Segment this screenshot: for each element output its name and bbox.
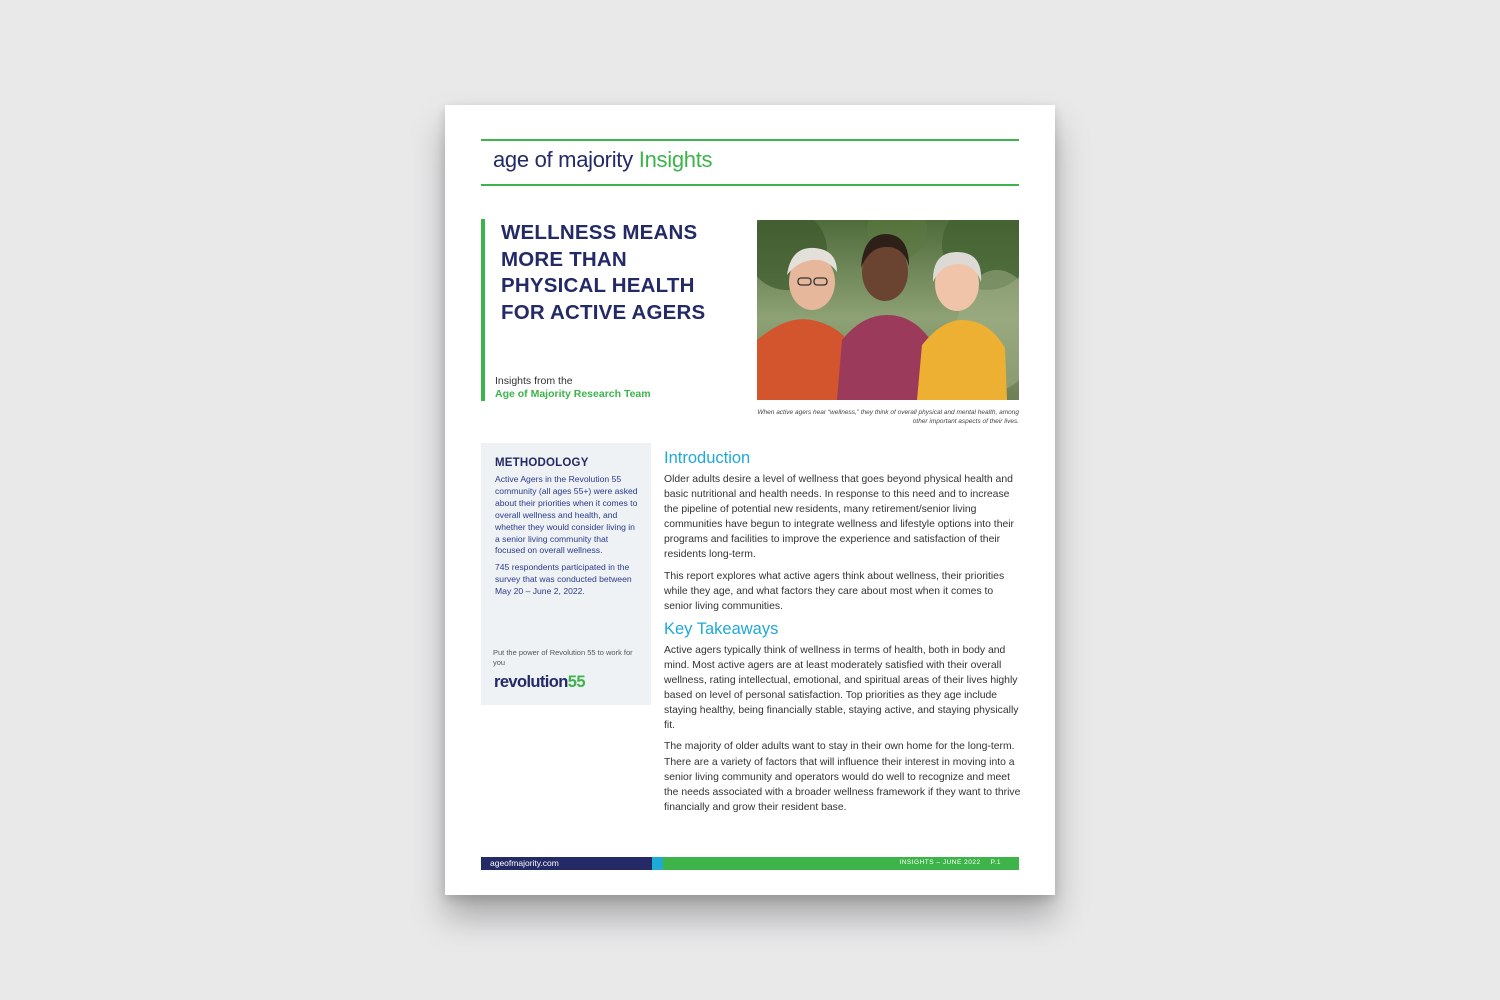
methodology-heading: METHODOLOGY [495,457,589,469]
revolution-logo-text: revolution [494,673,568,691]
brand-suffix: Insights [638,147,713,172]
header-rule-bottom [481,184,1019,186]
revolution55-logo[interactable] [494,673,585,692]
brand-name: age of majority [493,147,633,172]
takeaways-paragraph: The majority of older adults want to stay in their own home for the long-term. There are a variety of factors that will influence their interest in moving into a senior living community and operators would do well to recognize and meet the needs associated with a broader wellness framework if they want to thrive financially and grow their resident base. [664,741,1021,813]
report-page [445,105,1055,895]
byline-team: Age of Majority Research Team [495,388,651,400]
footer-page-number: P.1 [990,859,1001,866]
main-content [664,449,1022,821]
introduction-heading: Introduction [664,449,751,467]
hero-photo [757,220,1019,400]
hero-photo-illustration [757,220,1019,400]
revolution-logo-number: 55 [567,673,585,691]
introduction-paragraph: This report explores what active agers think about wellness, their priorities while they age, and what factors they care about most when it comes to senior living communities. [664,570,1005,612]
footer-issue: INSIGHTS – JUNE 2022 [899,859,981,866]
byline [495,375,651,401]
photo-caption: When active agers hear “wellness,” they think of overall physical and mental health, among other important aspects of their lives. [757,409,1019,425]
page-footer [481,857,1019,870]
takeaways-heading: Key Takeaways [664,619,779,638]
footer-bar-cyan [652,857,663,870]
title-accent-bar [481,219,485,401]
byline-prefix: Insights from the [495,375,573,387]
methodology-paragraph: 745 respondents participated in the survey that was conducted between May 20 – June 2, 2022. [495,562,632,597]
header-rule-top [481,139,1019,141]
methodology-panel [481,443,651,705]
report-title: WELLNESS MEANS MORE THAN PHYSICAL HEALTH FOR ACTIVE AGERS [501,221,706,324]
takeaways-paragraph: Active agers typically think of wellness in terms of health, both in body and mind. Most active agers are at least moderately satisfied with their overall wellness, rating intellectual, emotional, and spiritual areas of their lives highly based on level of personal satisfaction. Top priorities as they age include staying healthy, being financially stable, staying active, and staying physically fit. [664,644,1019,732]
revolution-cta: Put the power of Revolution 55 to work for you [493,648,633,667]
introduction-paragraph: Older adults desire a level of wellness that goes beyond physical health and basic nutritional and health needs. In response to this need and to increase the pipeline of potential new residents, many retirement/senior living communities have begun to integrate wellness and lifestyle options into their programs and facilities to improve the experience and satisfaction of their residents long-term. [664,474,1015,561]
footer-url-link[interactable]: ageofmajority.com [490,858,559,868]
brand-logo [493,147,712,173]
footer-meta [899,859,1001,866]
methodology-paragraph: Active Agers in the Revolution 55 community (all ages 55+) were asked about their priorities when it comes to overall wellness and health, and whether they would consider living in a senior living community that focused on overall wellness. [495,474,638,556]
